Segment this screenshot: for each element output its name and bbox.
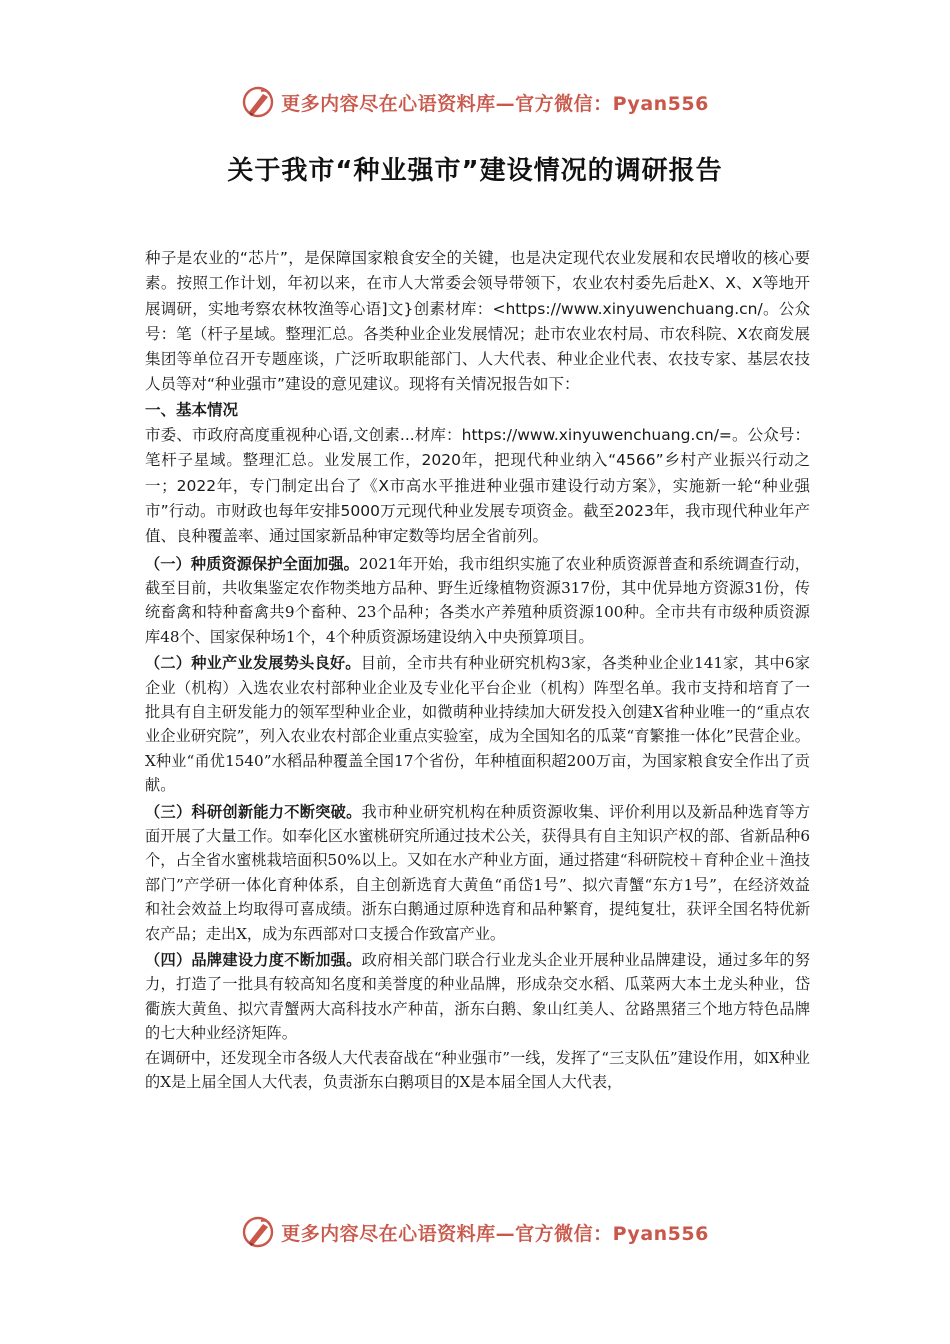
- list-item: [145, 651, 810, 797]
- item-text: 我市种业研究机构在种质资源收集、评价利用以及新品种选育等方面开展了大量工作。如奉化区水蜜桃研究所通过技术公关，获得具有自主知识产权的部、省新品种6个，占全省水蜜桃栽培面积50%以上。又如在水产种业方面，通过搭建“科研院校＋育种企业＋渔技部门”产学研一体化育种体系，自主创新选育大黄鱼“甬岱1号”、拟穴青蟹“东方1号”，在经济效益和社会效益上均取得可喜成绩。浙东白鹅通过原种选育和品种繁育，提纯复壮，获评全国名特优新农产品；走出X，成为东西部对口支援合作致富产业。: [145, 802, 811, 943]
- document-body: [145, 246, 810, 1095]
- list-item: [145, 552, 810, 650]
- section-heading-basic: 一、基本情况: [145, 400, 239, 419]
- item-heading: （三）科研创新能力不断突破。: [145, 802, 362, 821]
- pen-logo-icon: [241, 1215, 275, 1249]
- section-paragraph-basic: 市委、市政府高度重视种心语,文创素...材库：https://www.xinyuwenchuang.cn/=。公众号：笔杆子星域。整理汇总。业发展工作，2020年，把现代种业纳入“4566”乡村产业振兴行动之一；2022年，专门制定出台了《X市高水平推进种业强市建设行动方案》，实施新一轮“种业强市”行动。市财政也每年安排5000万元现代种业发展专项资金。截至2023年，我市现代种业年产值、良种覆盖率、通过国家新品种审定数等均居全省前列。: [145, 426, 810, 546]
- item-heading: （一）种质资源保护全面加强。: [145, 554, 359, 573]
- pen-logo-icon: [241, 85, 275, 119]
- item-heading: （二）种业产业发展势头良好。: [145, 654, 361, 673]
- watermark-text: 更多内容尽在心语资料库—官方微信：Pyan556: [281, 1222, 709, 1245]
- watermark-text: 更多内容尽在心语资料库—官方微信：Pyan556: [281, 92, 709, 115]
- page-title: 关于我市“种业强市”建设情况的调研报告: [227, 156, 723, 186]
- footer-watermark-banner: [0, 1212, 950, 1252]
- item-text: 2021年开始，我市组织实施了农业种质资源普查和系统调查行动，截至目前，共收集鉴定农作物类地方品种、野生近缘植物资源317份，其中优异地方资源31份，传统畜禽和特种畜禽共9个畜种、23个品种；各类水产养殖种质资源100种。全市共有市级种质资源库48个、国家保种场1个，4个种质资源场建设纳入中央预算项目。: [145, 554, 810, 646]
- header-watermark-banner: [0, 82, 950, 122]
- closing-paragraph: 在调研中，还发现全市各级人大代表奋战在“种业强市”一线，发挥了“三支队伍”建设作用，如X种业的X是上届全国人大代表，负责浙东白鹅项目的X是本届全国人大代表，: [145, 1048, 810, 1092]
- item-heading: （四）品牌建设力度不断加强。: [145, 951, 362, 970]
- item-text: 目前，全市共有种业研究机构3家，各类种业企业141家，其中6家企业（机构）入选农业农村部种业企业及专业化平台企业（机构）阵型名单。我市支持和培育了一批具有自主研发能力的领军型种业企业，如微萌种业持续加大研发投入创建X省种业唯一的“重点农业企业研究院”，列入农业农村部企业重点实验室，成为全国知名的瓜菜“育繁推一体化”民营企业。X种业“甬优1540”水稻品种覆盖全国17个省份，年种植面积超200万亩，为国家粮食安全作出了贡献。: [145, 654, 810, 795]
- intro-paragraph: 种子是农业的“芯片”，是保障国家粮食安全的关键，也是决定现代农业发展和农民增收的核心要素。按照工作计划，年初以来，在市人大常委会领导带领下，农业农村委先后赴X、X、X等地开展调研，实地考察农林牧渔等心语]文}创素材库：<https://www.xinyuwenchuang.cn/。公众号：笔（杆子星域。整理汇总。各类种业企业发展情况；赴市农业农村局、市农科院、X农商发展集团等单位召开专题座谈，广泛听取职能部门、人大代表、种业企业代表、农技专家、基层农技人员等对“种业强市”建设的意见建议。现将有关情况报告如下：: [145, 249, 810, 394]
- item-text: 政府相关部门联合行业龙头企业开展种业品牌建设，通过多年的努力，打造了一批具有较高知名度和美誉度的种业品牌，形成杂交水稻、瓜菜两大本土龙头种业，岱衢族大黄鱼、拟穴青蟹两大高科技水产种苗，浙东白鹅、象山红美人、岔路黑猪三个地方特色品牌的七大种业经济矩阵。: [145, 951, 811, 1043]
- list-item: [145, 800, 810, 946]
- list-item: [145, 948, 810, 1046]
